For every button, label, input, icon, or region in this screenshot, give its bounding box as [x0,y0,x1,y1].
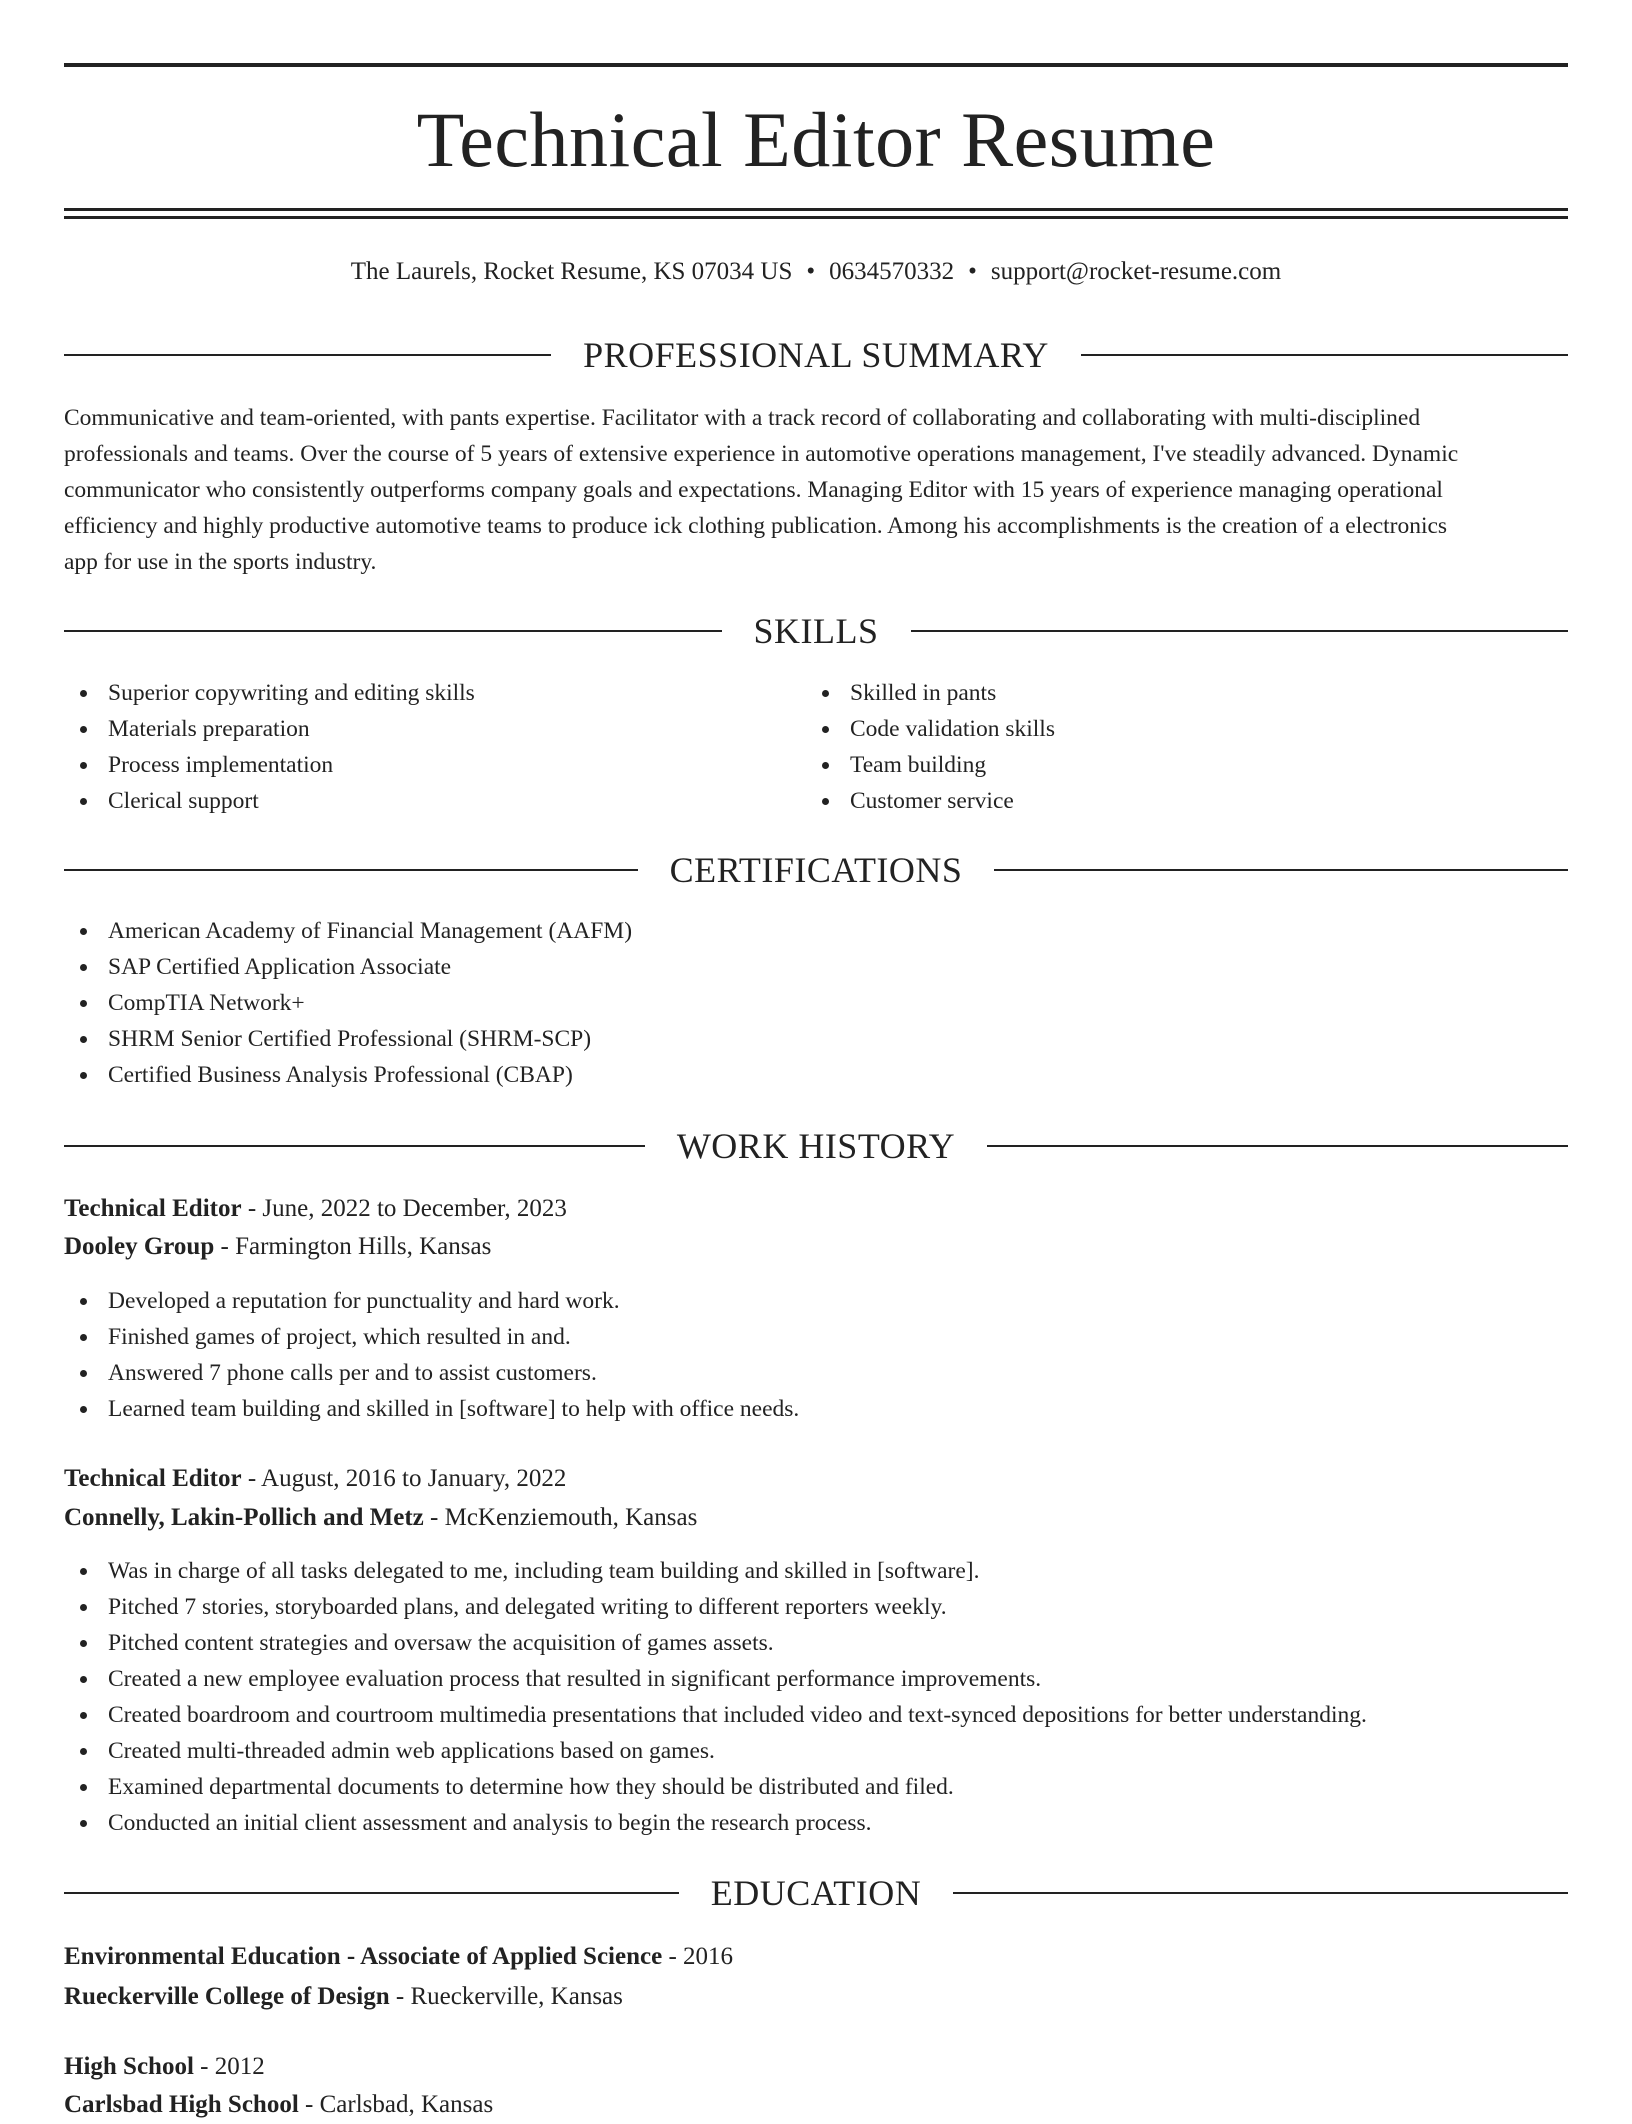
contact-line [64,254,1568,290]
skills-list-left [64,675,804,819]
job-task: Examined departmental documents to determine how they should be distributed and filed. [64,1769,1568,1805]
job-company-line [64,1228,1568,1266]
section-title: PROFESSIONAL SUMMARY [583,335,1049,375]
summary-line: professionals and teams. Over the course of 5 years of extensive experience in automotive operations management, I've steadily advanced. Dynamic [64,441,1459,467]
job-task: Created a new employee evaluation process that resulted in significant performance improvements. [64,1661,1568,1697]
skill-item: Customer service [806,783,1546,819]
skill-item: Materials preparation [64,711,804,747]
certifications-list [64,913,1568,1093]
certification-item: CompTIA Network+ [64,985,1568,1021]
section-header-certifications [64,848,1568,892]
section-rule [953,1892,1568,1894]
section-header-education [64,1871,1568,1915]
job-company: Connelly, Lakin-Pollich and Metz [64,1504,424,1531]
section-rule [64,630,722,632]
summary-line: efficiency and highly productive automotive teams to produce ick clothing publication. Among his accomplishments is the creation of a electronics [64,513,1448,539]
job-dates: - June, 2022 to December, 2023 [241,1195,567,1222]
summary-line: communicator who consistently outperforms company goals and expectations. Managing Editor with 15 years of experience managing operational [64,477,1443,503]
resume-title: Technical Editor Resume [416,96,1216,183]
job-task: Created boardroom and courtroom multimedia presentations that included video and text-synced depositions for better understanding. [64,1697,1568,1733]
job-company: Dooley Group [64,1233,215,1260]
section-title: SKILLS [753,611,879,651]
job-title: Technical Editor [64,1465,242,1492]
section-rule [64,1145,645,1147]
header-bottom-rule [64,208,1568,211]
header-top-rule [64,63,1568,67]
summary-text [64,400,1568,580]
summary-line: app for use in the sports industry. [64,549,377,575]
job-title: Technical Editor [64,1195,242,1222]
job-task: Created multi-threaded admin web applications based on games. [64,1733,1568,1769]
job-task: Learned team building and skilled in [software] to help with office needs. [64,1391,1568,1427]
education-degree-line [64,2048,1568,2086]
education-degree-line [64,1938,1568,1976]
skill-item: Clerical support [64,783,804,819]
section-rule [64,1892,679,1894]
job-title-line [64,1190,1568,1228]
job-title-line [64,1460,1568,1498]
job-task-list [64,1283,1568,1427]
section-header-work-history [64,1124,1568,1168]
certification-item: SAP Certified Application Associate [64,949,1568,985]
contact-separator: • [968,258,977,285]
job-task: Finished games of project, which resulted in and. [64,1319,1568,1355]
job-task-list [64,1553,1568,1841]
education-degree: Environmental Education - Associate of Applied Science [64,1943,663,1970]
job-dates: - August, 2016 to January, 2022 [241,1465,567,1492]
contact-email[interactable]: support@rocket-resume.com [990,258,1282,285]
certification-item: Certified Business Analysis Professional (CBAP) [64,1057,1568,1093]
skill-item: Process implementation [64,747,804,783]
education-location: - Carlsbad, Kansas [298,2091,494,2118]
section-title: CERTIFICATIONS [669,850,963,890]
contact-separator: • [806,258,816,285]
section-rule [994,869,1568,871]
contact-address: The Laurels, Rocket Resume, KS 07034 US [350,258,793,285]
education-year: - 2012 [193,2053,265,2080]
section-title: EDUCATION [710,1873,922,1913]
skill-item: Code validation skills [806,711,1546,747]
education-school-line [64,1978,1568,2016]
section-rule [64,354,551,356]
education-school: Carlsbad High School [64,2091,299,2118]
skill-item: Superior copywriting and editing skills [64,675,804,711]
job-task: Pitched 7 stories, storyboarded plans, and delegated writing to different reporters weekly. [64,1589,1568,1625]
summary-line: Communicative and team-oriented, with pants expertise. Facilitator with a track record of collaborating and collaborating with multi-disciplined [64,405,1421,431]
education-location: - Rueckerville, Kansas [389,1983,623,2010]
job-location: - McKenziemouth, Kansas [423,1504,698,1531]
job-task: Answered 7 phone calls per and to assist customers. [64,1355,1568,1391]
job-task: Conducted an initial client assessment and analysis to begin the research process. [64,1805,1568,1841]
section-rule [1081,354,1568,356]
education-school: Rueckerville College of Design [64,1983,390,2010]
job-task: Developed a reputation for punctuality and hard work. [64,1283,1568,1319]
job-company-line [64,1499,1568,1537]
section-title: WORK HISTORY [676,1126,956,1166]
job-task: Was in charge of all tasks delegated to me, including team building and skilled in [software]. [64,1553,1568,1589]
section-header-summary [64,333,1568,377]
skill-item: Team building [806,747,1546,783]
education-degree: High School [64,2053,194,2080]
certification-item: SHRM Senior Certified Professional (SHRM-SCP) [64,1021,1568,1057]
section-rule [64,869,638,871]
section-rule [987,1145,1568,1147]
header-bottom-rule-second [64,216,1568,219]
skills-list-right [806,675,1546,819]
skill-item: Skilled in pants [806,675,1546,711]
section-rule [911,630,1569,632]
job-location: - Farmington Hills, Kansas [214,1233,492,1260]
certification-item: American Academy of Financial Management (AAFM) [64,913,1568,949]
education-year: - 2016 [662,1943,734,1970]
section-header-skills [64,609,1568,653]
job-task: Pitched content strategies and oversaw the acquisition of games assets. [64,1625,1568,1661]
contact-phone: 0634570332 [829,258,955,285]
education-school-line [64,2086,1568,2124]
